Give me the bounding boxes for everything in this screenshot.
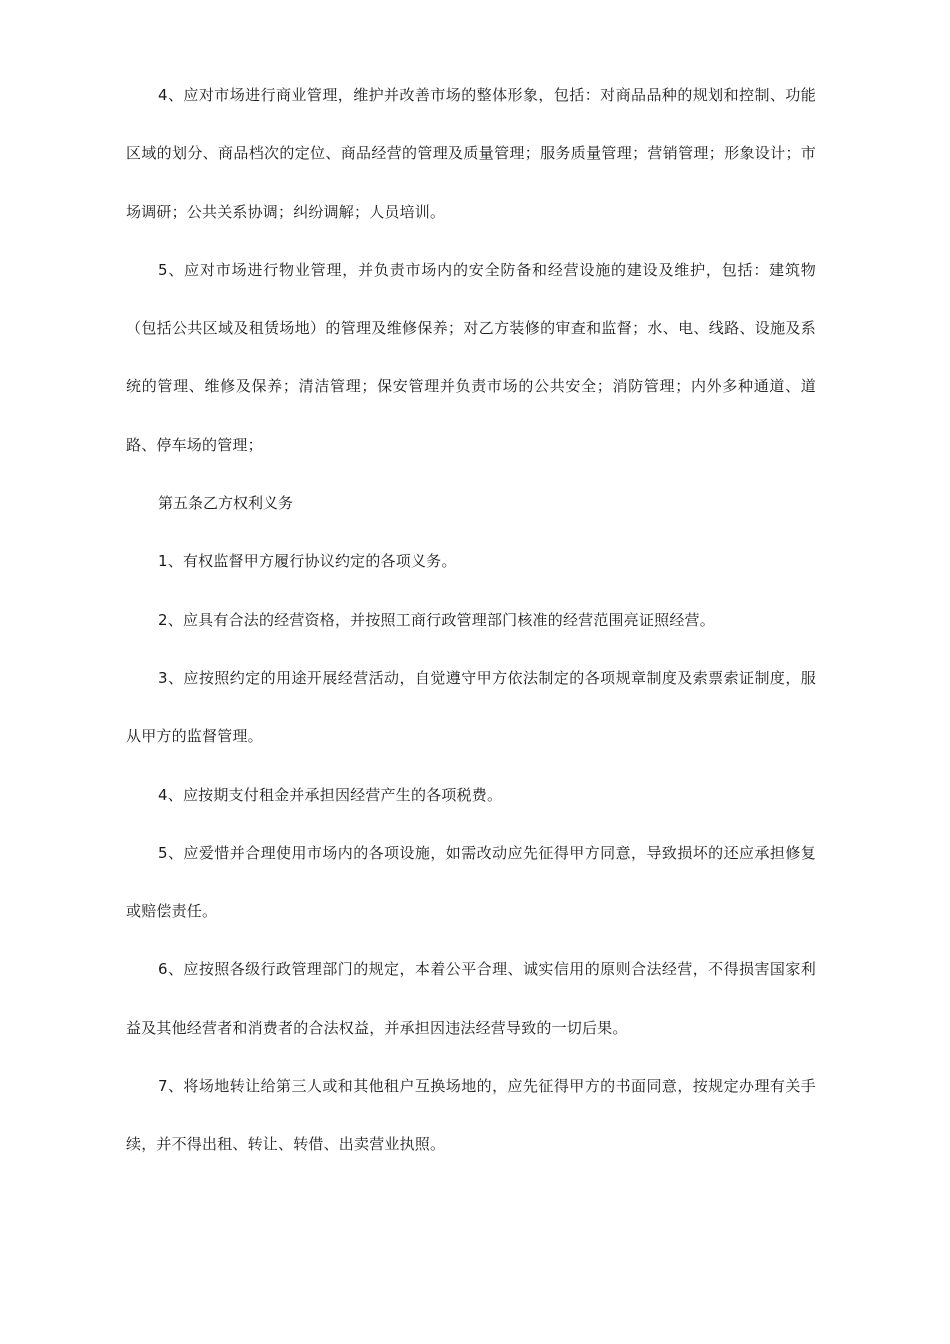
party-b-item-5: 5、应爱惜并合理使用市场内的各项设施，如需改动应先征得甲方同意，导致损坏的还应承担修复或赔偿责任。 xyxy=(126,843,816,921)
document-page xyxy=(126,66,816,1174)
party-b-item-3: 3、应按照约定的用途开展经营活动，自觉遵守甲方依法制定的各项规章制度及索票索证制度，服从甲方的监督管理。 xyxy=(126,668,816,746)
party-b-item-2: 2、应具有合法的经营资格，并按照工商行政管理部门核准的经营范围亮证照经营。 xyxy=(158,610,715,629)
clause-4-commercial-management: 4、应对市场进行商业管理，维护并改善市场的整体形象，包括：对商品品种的规划和控制、功能区域的划分、商品档次的定位、商品经营的管理及质量管理；服务质量管理；营销管理；形象设计；市场调研；公共关系协调；纠纷调解；人员培训。 xyxy=(126,86,816,221)
party-b-item-6: 6、应按照各级行政管理部门的规定，本着公平合理、诚实信用的原则合法经营，不得损害国家利益及其他经营者和消费者的合法权益，并承担因违法经营导致的一切后果。 xyxy=(126,960,816,1037)
party-b-item-1: 1、有权监督甲方履行协议约定的各项义务。 xyxy=(158,552,457,571)
clause-5-property-management: 5、应对市场进行物业管理，并负责市场内的安全防备和经营设施的建设及维护，包括：建筑物（包括公共区域及租赁场地）的管理及维修保养；对乙方装修的审查和监督；水、电、线路、设施及系统的管理、维修及保养；清洁管理；保安管理并负责市场的公共安全；消防管理；内外多种通道、道路、停车场的管理； xyxy=(126,260,816,454)
party-b-item-4: 4、应按期支付租金并承担因经营产生的各项税费。 xyxy=(158,785,503,804)
party-b-item-7: 7、将场地转让给第三人或和其他租户互换场地的，应先征得甲方的书面同意，按规定办理有关手续，并不得出租、转让、转借、出卖营业执照。 xyxy=(126,1077,816,1154)
article-5-heading: 第五条乙方权利义务 xyxy=(158,494,294,513)
